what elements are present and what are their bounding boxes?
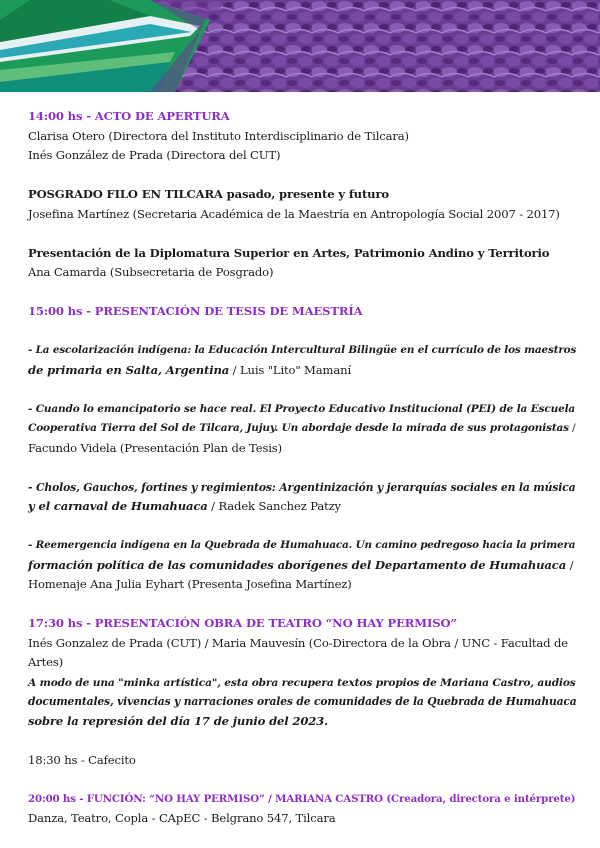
talk-title: POSGRADO FILO EN TILCARA pasado, presente y futuro bbox=[28, 187, 389, 201]
header-banner-image bbox=[0, 0, 600, 92]
thesis-title-cont: y el carnaval de Humahuaca bbox=[28, 499, 208, 513]
thesis-line bbox=[28, 556, 580, 576]
thesis-title-cont: de primaria en Salta, Argentina bbox=[28, 362, 230, 377]
session-heading: 20:00 hs - FUNCIÓN: “NO HAY PERMISO” / MARIANA CASTRO (Creadora, directora e intérprete) bbox=[28, 792, 576, 805]
thesis-line bbox=[28, 497, 580, 517]
play-description: documentales, vivencias y narraciones orales de comunidades de la Quebrada de Humahuaca bbox=[28, 695, 577, 708]
play-description: A modo de una "minka artística", esta obra recupera textos propios de Mariana Castro, audios bbox=[28, 675, 576, 689]
thesis-title: - Reemergencia indígena en la Quebrada de Humahuaca. Un camino pedregoso hacia la primera bbox=[28, 539, 576, 551]
thesis-title: - Cuando lo emancipatorio se hace real. El Proyecto Educativo Institucional (PEI) de la Escuela bbox=[28, 402, 576, 415]
thesis-title-cont: Cooperativa Tierra del Sol de Tilcara, Jujuy. Un abordaje desde la mirada de sus protagonistas bbox=[28, 422, 569, 434]
speaker-line: Inés Gonzalez de Prada (CUT) / Maria Mauvesín (Co-Directora de la Obra / UNC - Facultad de bbox=[28, 635, 568, 650]
play-description: sobre la represión del día 17 de junio del 2023. bbox=[28, 713, 328, 728]
session-heading: 14:00 hs - ACTO DE APERTURA bbox=[28, 109, 230, 123]
program-text bbox=[28, 107, 580, 829]
thesis-line bbox=[28, 361, 580, 381]
thesis-separator: / bbox=[568, 422, 576, 434]
speaker-line: Ana Camarda (Subsecretaria de Posgrado) bbox=[28, 265, 274, 279]
venue-line: Danza, Teatro, Copla - CApEC - Belgrano 547, Tilcara bbox=[28, 811, 336, 825]
break-line: 18:30 hs - Cafecito bbox=[28, 752, 136, 767]
thesis-title-cont: formación política de las comunidades aborígenes del Departamento de Humahuaca bbox=[28, 557, 567, 572]
speaker-line: Josefina Martínez (Secretaria Académica de la Maestría en Antropología Social 2007 - 2017) bbox=[28, 206, 560, 221]
talk-title: Presentación de la Diplomatura Superior en Artes, Patrimonio Andino y Territorio bbox=[28, 245, 550, 260]
thesis-author: / Radek Sanchez Patzy bbox=[207, 499, 341, 513]
thesis-separator: / bbox=[566, 557, 574, 572]
speaker-line: Clarisa Otero (Directora del Instituto Interdisciplinario de Tilcara) bbox=[28, 128, 409, 143]
thesis-author: Homenaje Ana Julia Eyhart (Presenta Josefina Martínez) bbox=[28, 577, 352, 591]
thesis-line bbox=[28, 419, 580, 439]
thesis-author: / Luis "Lito" Mamaní bbox=[229, 362, 352, 377]
speaker-line: Inés González de Prada (Directora del CUT) bbox=[28, 148, 281, 162]
session-heading: 15:00 hs - PRESENTACIÓN DE TESIS DE MAESTRÍA bbox=[28, 304, 363, 318]
session-heading: 17:30 hs - PRESENTACIÓN OBRA DE TEATRO “NO HAY PERMISO” bbox=[28, 616, 457, 630]
thesis-title: - Cholos, Gauchos, fortines y regimientos: Argentinización y jerarquías sociales en la música bbox=[28, 480, 576, 494]
thesis-title: - La escolarización indígena: la Educación Intercultural Bilingüe en el currículo de los maestros bbox=[28, 344, 577, 356]
speaker-line: Artes) bbox=[28, 655, 64, 669]
thesis-author: Facundo Videla (Presentación Plan de Tesis) bbox=[28, 440, 282, 455]
